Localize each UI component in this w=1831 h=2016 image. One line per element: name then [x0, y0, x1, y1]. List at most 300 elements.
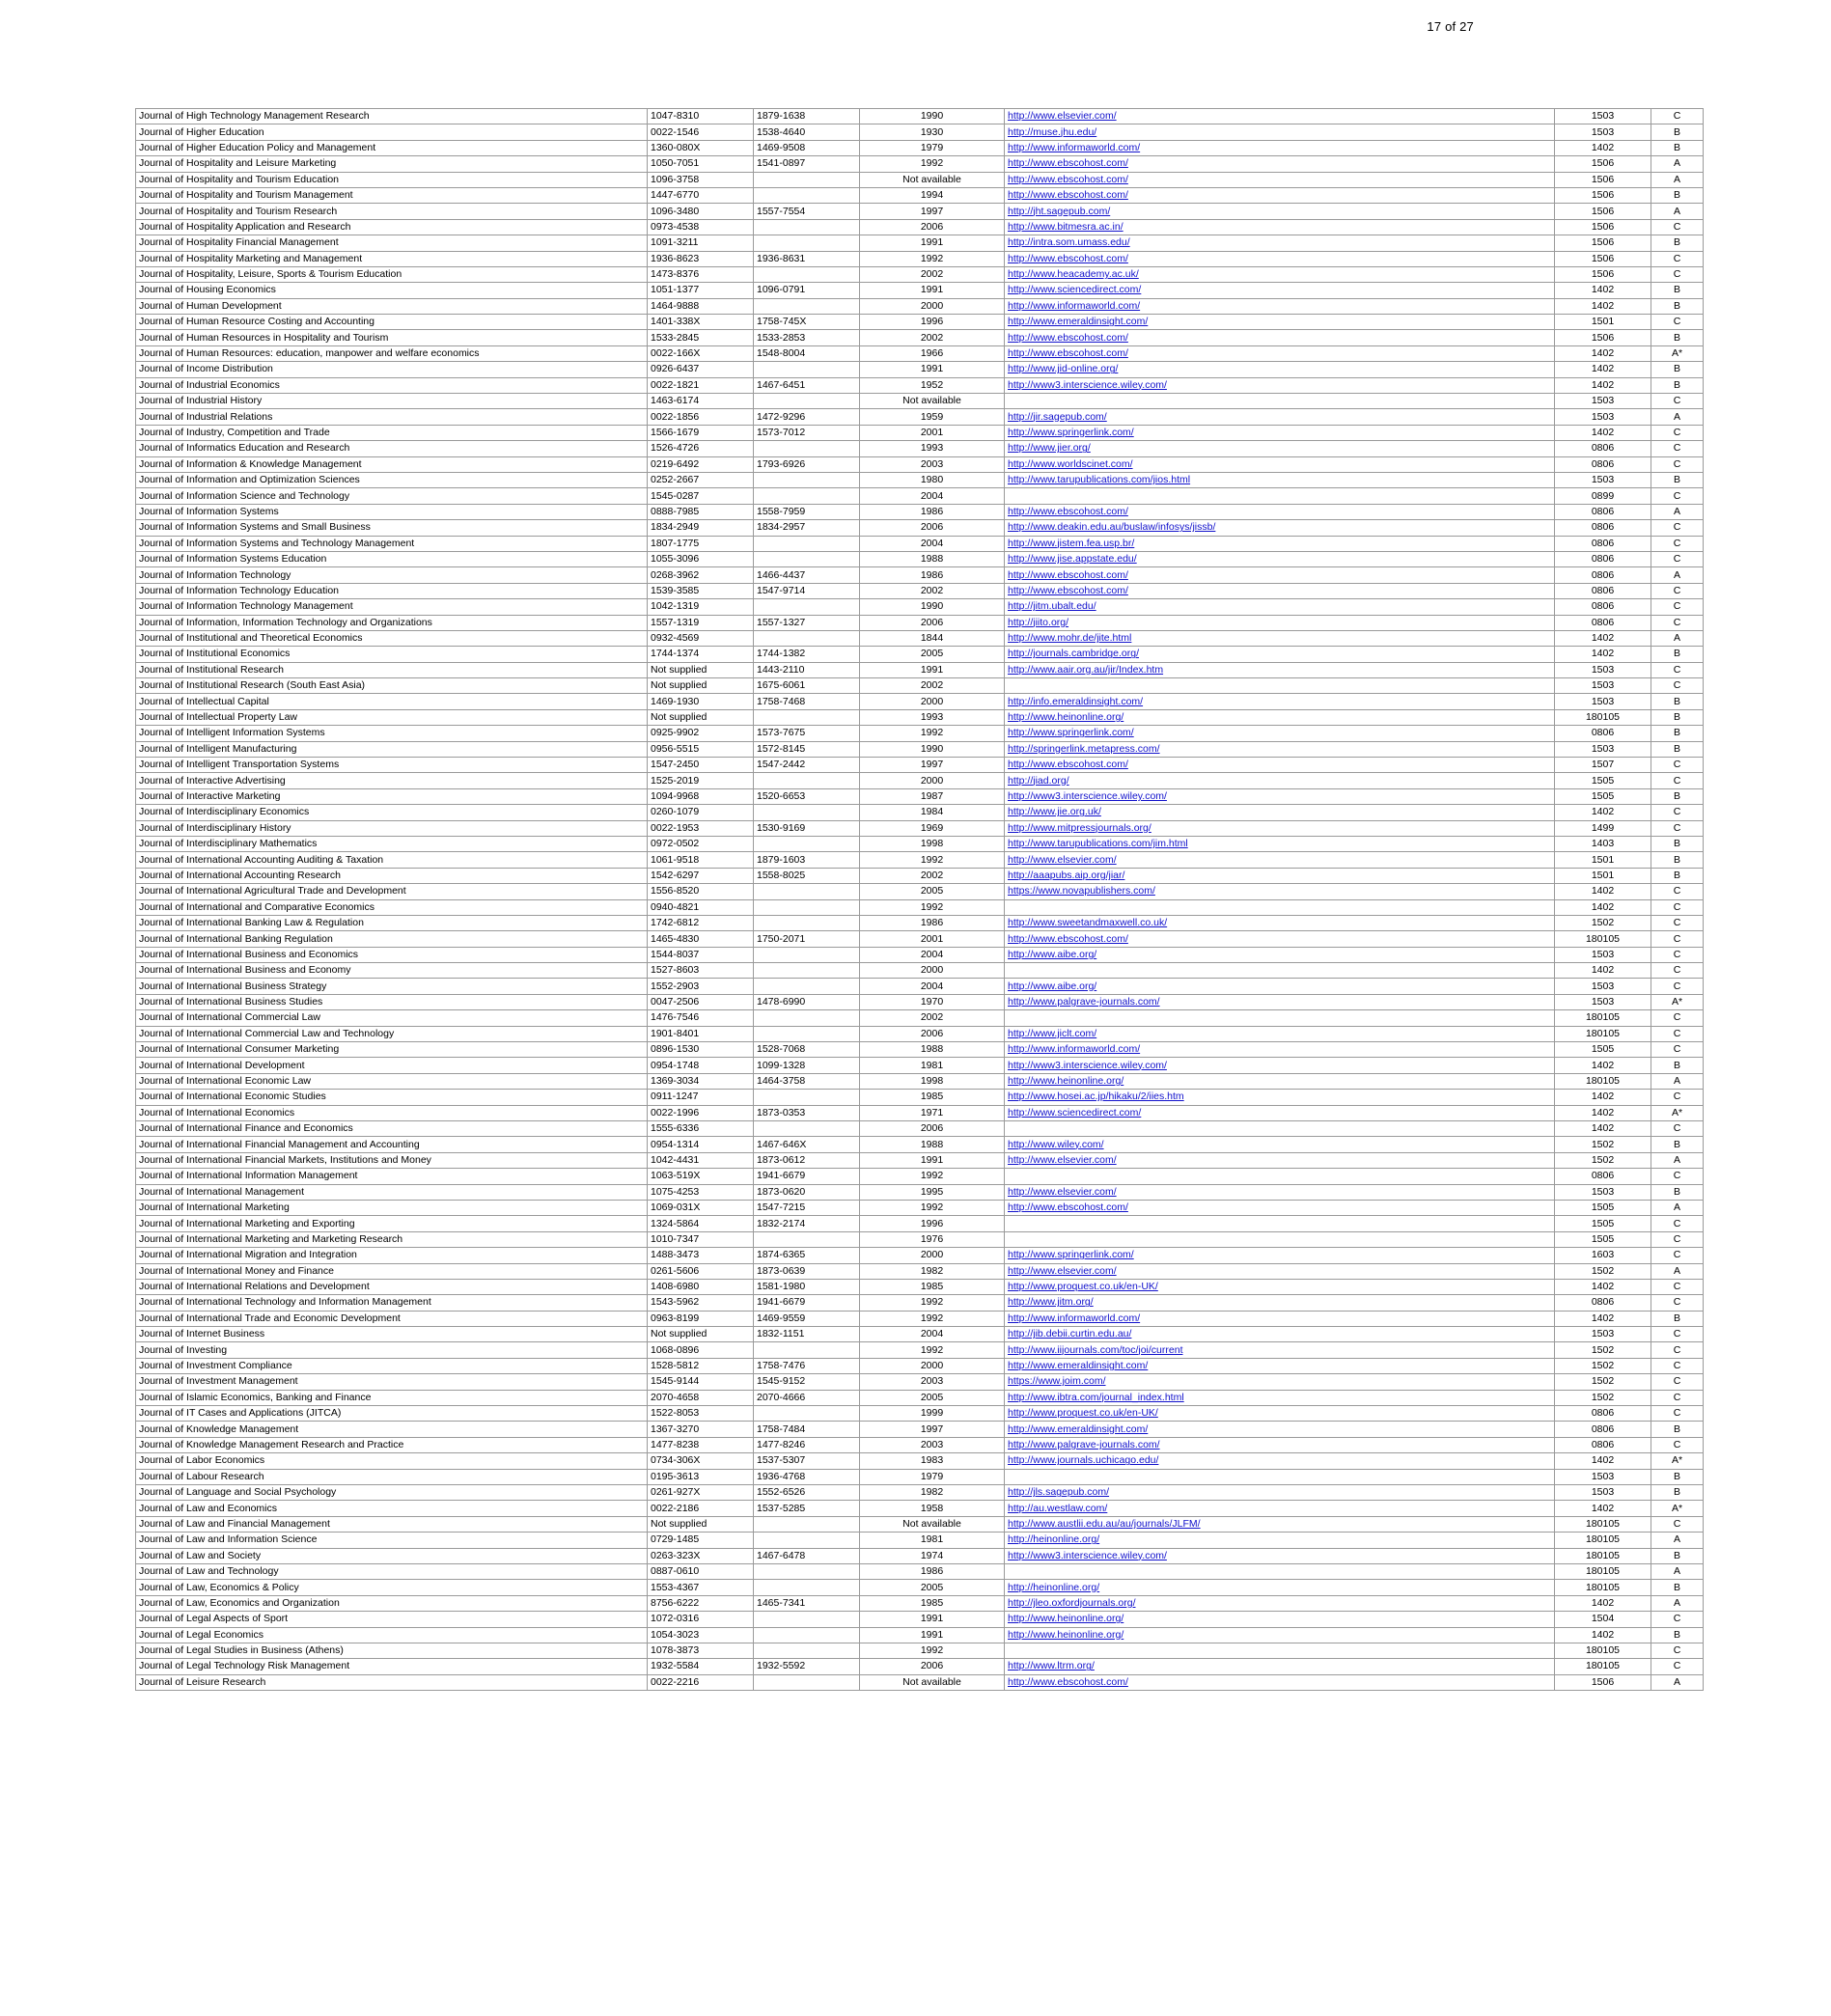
journal-url-cell[interactable]	[1005, 1580, 1555, 1595]
journal-url-link[interactable]: http://www.jitm.org/	[1008, 1296, 1094, 1309]
start-year-cell: 1988	[860, 1042, 1005, 1058]
journal-url-link[interactable]: http://www.jie.org.uk/	[1008, 806, 1101, 818]
journal-url-link[interactable]: http://www.palgrave-journals.com/	[1008, 1439, 1160, 1450]
journal-title-cell: Journal of International Technology and Information Management	[136, 1295, 648, 1311]
journal-title-cell: Journal of International Business and Economics	[136, 947, 648, 962]
eissn-cell: 1541-0897	[754, 156, 860, 172]
journal-url-link[interactable]: http://info.emeraldinsight.com/	[1008, 695, 1144, 707]
journal-url-cell[interactable]	[1005, 1263, 1555, 1279]
journal-url-cell[interactable]	[1005, 947, 1555, 962]
issn-cell: 1447-6770	[648, 187, 754, 203]
journal-url-link[interactable]: http://www.ebscohost.com/	[1008, 252, 1128, 264]
issn-cell: 1488-3473	[648, 1248, 754, 1263]
journal-url-link[interactable]: http://www.springerlink.com/	[1008, 727, 1134, 739]
rank-cell: C	[1651, 1216, 1704, 1231]
journal-url-cell[interactable]	[1005, 1595, 1555, 1611]
journal-url-cell[interactable]	[1005, 235, 1555, 251]
journal-url-link[interactable]: http://www3.interscience.wiley.com/	[1008, 378, 1167, 391]
journal-url-cell[interactable]	[1005, 140, 1555, 155]
journal-title-cell: Journal of Leisure Research	[136, 1674, 648, 1690]
journal-url-cell[interactable]	[1005, 315, 1555, 330]
rank-cell: A	[1651, 1263, 1704, 1279]
journal-url-cell[interactable]	[1005, 1374, 1555, 1390]
eissn-cell: 1469-9559	[754, 1311, 860, 1326]
journal-url-link[interactable]: http://www.elsevier.com/	[1008, 1153, 1117, 1166]
table-row	[136, 963, 1704, 979]
journal-url-cell[interactable]	[1005, 1422, 1555, 1437]
journal-title-cell: Journal of International Development	[136, 1058, 648, 1073]
journal-url-cell[interactable]	[1005, 345, 1555, 361]
for-code-cell: 1402	[1555, 805, 1651, 820]
issn-cell: 0022-1856	[648, 409, 754, 425]
journal-url-link[interactable]: http://www.informaworld.com/	[1008, 141, 1141, 153]
journal-url-link[interactable]: http://www.proquest.co.uk/en-UK/	[1008, 1281, 1158, 1293]
journal-url-link[interactable]: http://www.jistem.fea.usp.br/	[1008, 537, 1135, 549]
issn-cell: 0195-3613	[648, 1469, 754, 1484]
journal-url-cell[interactable]	[1005, 1659, 1555, 1674]
eissn-cell	[754, 709, 860, 725]
journal-url-link[interactable]: http://muse.jhu.edu/	[1008, 125, 1097, 138]
rank-cell: C	[1651, 1406, 1704, 1422]
for-code-cell: 1507	[1555, 758, 1651, 773]
journal-url-link[interactable]: http://intra.som.umass.edu/	[1008, 236, 1130, 249]
eissn-cell	[754, 947, 860, 962]
journal-url-cell[interactable]	[1005, 915, 1555, 930]
journal-title-cell: Journal of International Marketing and Marketing Research	[136, 1231, 648, 1247]
table-row	[136, 1580, 1704, 1595]
journal-url-link[interactable]: http://www.informaworld.com/	[1008, 1312, 1141, 1324]
journal-url-link[interactable]: http://www.jier.org/	[1008, 442, 1091, 455]
journal-url-link[interactable]: http://www.ebscohost.com/	[1008, 1201, 1128, 1214]
journal-url-cell[interactable]	[1005, 330, 1555, 345]
journal-url-cell[interactable]	[1005, 709, 1555, 725]
table-row	[136, 1279, 1704, 1294]
journal-url-link[interactable]: http://www.sciencedirect.com/	[1008, 284, 1142, 296]
table-row	[136, 377, 1704, 393]
journal-url-link[interactable]: http://www.jid-online.org/	[1008, 363, 1119, 375]
eissn-cell: 1547-9714	[754, 583, 860, 598]
issn-cell: 1555-6336	[648, 1121, 754, 1137]
journal-url-cell[interactable]	[1005, 931, 1555, 947]
journal-url-link[interactable]: http://www.austlii.edu.au/au/journals/JLFM/	[1008, 1517, 1201, 1530]
start-year-cell: 1986	[860, 567, 1005, 583]
for-code-cell: 0806	[1555, 536, 1651, 551]
journal-url-cell[interactable]	[1005, 298, 1555, 314]
journal-url-link[interactable]: http://jht.sagepub.com/	[1008, 205, 1111, 217]
table-row	[136, 1358, 1704, 1373]
journal-url-link[interactable]: http://www.heinonline.org/	[1008, 1628, 1124, 1641]
issn-cell: 1547-2450	[648, 758, 754, 773]
journal-url-link[interactable]: http://jleo.oxfordjournals.org/	[1008, 1596, 1136, 1609]
eissn-cell: 1533-2853	[754, 330, 860, 345]
journal-url-cell[interactable]	[1005, 219, 1555, 235]
journal-url-cell[interactable]	[1005, 1406, 1555, 1422]
for-code-cell: 1506	[1555, 156, 1651, 172]
start-year-cell: 1986	[860, 1563, 1005, 1579]
journal-title-cell: Journal of International Accounting Research	[136, 868, 648, 883]
journal-url-link[interactable]: http://www.palgrave-journals.com/	[1008, 996, 1160, 1008]
for-code-cell: 1402	[1555, 298, 1651, 314]
eissn-cell: 1547-7215	[754, 1200, 860, 1215]
journal-title-cell: Journal of International Economics	[136, 1105, 648, 1120]
eissn-cell	[754, 187, 860, 203]
journal-url-link[interactable]: http://www.elsevier.com/	[1008, 1185, 1117, 1198]
journal-url-cell[interactable]	[1005, 1200, 1555, 1215]
issn-cell: 1901-8401	[648, 1026, 754, 1041]
rank-cell: C	[1651, 441, 1704, 456]
journal-url-cell[interactable]	[1005, 868, 1555, 883]
journal-url-cell[interactable]	[1005, 1437, 1555, 1452]
journal-url-link[interactable]: http://www.proquest.co.uk/en-UK/	[1008, 1407, 1158, 1420]
rank-cell: B	[1651, 298, 1704, 314]
journal-url-cell[interactable]	[1005, 1516, 1555, 1532]
journal-title-cell: Journal of Higher Education Policy and Management	[136, 140, 648, 155]
issn-cell: 1051-1377	[648, 283, 754, 298]
journal-url-link[interactable]: http://www.heacademy.ac.uk/	[1008, 268, 1139, 281]
journal-url-link[interactable]: http://www.ebscohost.com/	[1008, 759, 1128, 771]
for-code-cell: 1402	[1555, 1627, 1651, 1643]
journal-url-link[interactable]: http://jls.sagepub.com/	[1008, 1486, 1110, 1499]
for-code-cell: 180105	[1555, 1010, 1651, 1026]
journal-url-link[interactable]: http://jitm.ubalt.edu/	[1008, 600, 1096, 613]
journal-url-cell[interactable]	[1005, 994, 1555, 1009]
journal-url-cell[interactable]	[1005, 472, 1555, 487]
journal-url-cell[interactable]	[1005, 615, 1555, 630]
start-year-cell: 2005	[860, 1580, 1005, 1595]
journal-url-cell[interactable]	[1005, 456, 1555, 472]
table-row	[136, 884, 1704, 899]
journal-url-link[interactable]: http://www.journals.uchicago.edu/	[1008, 1454, 1159, 1467]
journal-url-cell[interactable]	[1005, 1612, 1555, 1627]
journal-url-cell[interactable]	[1005, 1026, 1555, 1041]
table-row	[136, 979, 1704, 994]
eissn-cell: 1573-7012	[754, 425, 860, 440]
journal-url-link[interactable]: http://www.mohr.de/jite.html	[1008, 632, 1132, 645]
journal-url-cell	[1005, 963, 1555, 979]
journal-url-link[interactable]: http://www.emeraldinsight.com/	[1008, 1360, 1149, 1372]
journal-url-link[interactable]: http://www.iijournals.com/toc/joi/current	[1008, 1343, 1183, 1356]
journal-title-cell: Journal of Interactive Marketing	[136, 788, 648, 804]
journal-url-link[interactable]: http://www.jiclt.com/	[1008, 1027, 1097, 1039]
rank-cell: A	[1651, 204, 1704, 219]
journal-url-cell[interactable]	[1005, 109, 1555, 124]
for-code-cell: 1503	[1555, 1484, 1651, 1500]
journal-url-link[interactable]: http://www.deakin.edu.au/buslaw/infosys/jissb/	[1008, 521, 1216, 534]
journal-url-cell[interactable]	[1005, 266, 1555, 282]
for-code-cell: 1506	[1555, 251, 1651, 266]
rank-cell: C	[1651, 931, 1704, 947]
issn-cell: 0973-4538	[648, 219, 754, 235]
journal-url-cell[interactable]	[1005, 1090, 1555, 1105]
issn-cell: 1072-0316	[648, 1612, 754, 1627]
journal-url-link[interactable]: http://www.heinonline.org/	[1008, 711, 1124, 724]
journal-url-cell[interactable]	[1005, 187, 1555, 203]
journal-url-link[interactable]: http://www.sweetandmaxwell.co.uk/	[1008, 917, 1168, 929]
journal-url-cell[interactable]	[1005, 1484, 1555, 1500]
journal-url-cell[interactable]	[1005, 1533, 1555, 1548]
journal-url-cell[interactable]	[1005, 156, 1555, 172]
journal-url-link[interactable]: http://www.ebscohost.com/	[1008, 568, 1128, 581]
journal-url-link[interactable]: http://www.tarupublications.com/jim.html	[1008, 838, 1188, 850]
journal-url-link[interactable]: http://www.elsevier.com/	[1008, 1264, 1117, 1277]
rank-cell: B	[1651, 741, 1704, 757]
rank-cell: C	[1651, 583, 1704, 598]
journal-url-link[interactable]: http://www.aibe.org/	[1008, 948, 1097, 960]
eissn-cell	[754, 599, 860, 615]
journal-url-cell[interactable]	[1005, 773, 1555, 788]
journal-title-cell: Journal of Income Distribution	[136, 362, 648, 377]
eissn-cell	[754, 235, 860, 251]
journal-url-link[interactable]: http://www.ebscohost.com/	[1008, 932, 1128, 945]
journal-url-cell[interactable]	[1005, 1453, 1555, 1469]
journal-url-link[interactable]: http://aaapubs.aip.org/jiar/	[1008, 869, 1125, 881]
start-year-cell: 1985	[860, 1279, 1005, 1294]
journal-url-link[interactable]: http://www.bitmesra.ac.in/	[1008, 220, 1124, 233]
for-code-cell: 0806	[1555, 583, 1651, 598]
journal-url-cell[interactable]	[1005, 172, 1555, 187]
rank-cell: C	[1651, 979, 1704, 994]
journal-title-cell: Journal of Hospitality and Tourism Research	[136, 204, 648, 219]
journal-url-cell[interactable]	[1005, 1627, 1555, 1643]
issn-cell: 1063-519X	[648, 1169, 754, 1184]
start-year-cell: 1991	[860, 362, 1005, 377]
table-row	[136, 362, 1704, 377]
journal-url-link[interactable]: http://heinonline.org/	[1008, 1533, 1100, 1546]
eissn-cell: 1941-6679	[754, 1295, 860, 1311]
table-row	[136, 140, 1704, 155]
journal-url-link[interactable]: http://jiito.org/	[1008, 616, 1069, 628]
journal-url-cell[interactable]	[1005, 979, 1555, 994]
journal-url-link[interactable]: http://www.ebscohost.com/	[1008, 173, 1128, 185]
issn-cell: 0932-4569	[648, 630, 754, 646]
start-year-cell: 2000	[860, 773, 1005, 788]
journal-url-link[interactable]: http://www.emeraldinsight.com/	[1008, 316, 1149, 328]
rank-cell: C	[1651, 758, 1704, 773]
issn-cell: 1010-7347	[648, 1231, 754, 1247]
journal-url-cell[interactable]	[1005, 441, 1555, 456]
journal-url-cell[interactable]	[1005, 758, 1555, 773]
eissn-cell: 1758-7484	[754, 1422, 860, 1437]
rank-cell: C	[1651, 662, 1704, 677]
for-code-cell: 1402	[1555, 884, 1651, 899]
journal-url-cell[interactable]	[1005, 1311, 1555, 1326]
for-code-cell: 1506	[1555, 1674, 1651, 1690]
journal-url-link[interactable]: https://www.novapublishers.com/	[1008, 885, 1155, 898]
rank-cell: C	[1651, 599, 1704, 615]
eissn-cell: 1530-9169	[754, 820, 860, 836]
for-code-cell: 0806	[1555, 551, 1651, 566]
rank-cell: C	[1651, 1295, 1704, 1311]
journal-url-link[interactable]: http://www.mitpressjournals.org/	[1008, 821, 1151, 834]
journal-url-cell[interactable]	[1005, 630, 1555, 646]
rank-cell: A*	[1651, 1453, 1704, 1469]
journal-title-cell: Journal of Housing Economics	[136, 283, 648, 298]
journal-url-link[interactable]: http://jib.debii.curtin.edu.au/	[1008, 1328, 1132, 1340]
journal-url-link[interactable]: http://www3.interscience.wiley.com/	[1008, 1059, 1167, 1071]
journal-url-cell[interactable]	[1005, 1327, 1555, 1342]
journal-url-cell[interactable]	[1005, 1184, 1555, 1200]
journal-url-link[interactable]: http://www.emeraldinsight.com/	[1008, 1422, 1149, 1435]
journal-url-cell[interactable]	[1005, 1295, 1555, 1311]
eissn-cell: 1443-2110	[754, 662, 860, 677]
journal-url-cell[interactable]	[1005, 1390, 1555, 1405]
start-year-cell: 1997	[860, 204, 1005, 219]
journal-title-cell: Journal of Investment Compliance	[136, 1358, 648, 1373]
table-row	[136, 647, 1704, 662]
journal-url-cell[interactable]	[1005, 852, 1555, 868]
eissn-cell: 1557-1327	[754, 615, 860, 630]
for-code-cell: 0806	[1555, 1422, 1651, 1437]
journal-url-cell[interactable]	[1005, 1279, 1555, 1294]
journal-url-cell	[1005, 1121, 1555, 1137]
journal-url-link[interactable]: http://www.aibe.org/	[1008, 980, 1097, 992]
rank-cell: B	[1651, 1137, 1704, 1152]
journal-url-cell[interactable]	[1005, 1674, 1555, 1690]
rank-cell: A*	[1651, 345, 1704, 361]
journal-url-cell[interactable]	[1005, 647, 1555, 662]
journal-url-link[interactable]: http://springerlink.metapress.com/	[1008, 742, 1160, 755]
start-year-cell: 1991	[860, 1612, 1005, 1627]
journal-url-cell[interactable]	[1005, 1501, 1555, 1516]
journal-url-cell[interactable]	[1005, 1137, 1555, 1152]
journal-url-link[interactable]: http://journals.cambridge.org/	[1008, 648, 1139, 660]
issn-cell: 1834-2949	[648, 520, 754, 536]
journal-url-cell[interactable]	[1005, 536, 1555, 551]
rank-cell: A	[1651, 1674, 1704, 1690]
journal-url-link[interactable]: http://www.wiley.com/	[1008, 1138, 1104, 1150]
issn-cell: 1464-9888	[648, 298, 754, 314]
journal-url-link[interactable]: http://www.springerlink.com/	[1008, 1249, 1134, 1261]
eissn-cell	[754, 963, 860, 979]
journal-url-cell[interactable]	[1005, 726, 1555, 741]
eissn-cell	[754, 1516, 860, 1532]
journal-url-link[interactable]: http://www.heinonline.org/	[1008, 1075, 1124, 1088]
journal-title-cell: Journal of Information, Information Technology and Organizations	[136, 615, 648, 630]
journal-url-link[interactable]: http://www.sciencedirect.com/	[1008, 1106, 1142, 1118]
journal-url-cell[interactable]	[1005, 1342, 1555, 1358]
journal-url-link[interactable]: http://www.ibtra.com/journal_index.html	[1008, 1391, 1184, 1403]
journal-url-cell[interactable]	[1005, 251, 1555, 266]
journal-url-link[interactable]: http://www3.interscience.wiley.com/	[1008, 1549, 1167, 1561]
journal-url-cell[interactable]	[1005, 567, 1555, 583]
start-year-cell: 1992	[860, 899, 1005, 915]
journal-url-link[interactable]: http://www.worldscinet.com/	[1008, 457, 1133, 470]
journal-url-cell[interactable]	[1005, 599, 1555, 615]
journal-url-cell[interactable]	[1005, 283, 1555, 298]
journal-url-cell[interactable]	[1005, 1042, 1555, 1058]
journal-url-link[interactable]: http://www.ebscohost.com/	[1008, 584, 1128, 596]
eissn-cell	[754, 219, 860, 235]
journal-url-link[interactable]: http://jiad.org/	[1008, 774, 1069, 787]
journal-url-cell[interactable]	[1005, 836, 1555, 851]
journal-url-cell[interactable]	[1005, 1058, 1555, 1073]
journal-url-link[interactable]: http://www.elsevier.com/	[1008, 853, 1117, 866]
journal-url-cell[interactable]	[1005, 694, 1555, 709]
journal-url-cell[interactable]	[1005, 377, 1555, 393]
issn-cell: 0252-2667	[648, 472, 754, 487]
start-year-cell: 2004	[860, 947, 1005, 962]
eissn-cell: 1879-1638	[754, 109, 860, 124]
journal-url-link[interactable]: http://www.ebscohost.com/	[1008, 505, 1128, 517]
journal-url-cell[interactable]	[1005, 1248, 1555, 1263]
table-row	[136, 1563, 1704, 1579]
journal-url-link[interactable]: http://www.ebscohost.com/	[1008, 331, 1128, 344]
journal-url-link[interactable]: http://www.elsevier.com/	[1008, 110, 1117, 123]
rank-cell: C	[1651, 1516, 1704, 1532]
for-code-cell: 1402	[1555, 647, 1651, 662]
start-year-cell: 1979	[860, 140, 1005, 155]
journal-url-link[interactable]: http://www.ebscohost.com/	[1008, 347, 1128, 360]
journal-url-cell[interactable]	[1005, 741, 1555, 757]
journal-url-link[interactable]: http://www3.interscience.wiley.com/	[1008, 789, 1167, 802]
journal-url-cell[interactable]	[1005, 124, 1555, 140]
table-row	[136, 394, 1704, 409]
journal-url-cell[interactable]	[1005, 551, 1555, 566]
journal-url-cell[interactable]	[1005, 1152, 1555, 1168]
journal-url-link[interactable]: http://www.hosei.ac.jp/hikaku/2/iies.htm	[1008, 1091, 1184, 1103]
start-year-cell: 2001	[860, 931, 1005, 947]
journal-url-cell[interactable]	[1005, 504, 1555, 519]
journal-url-link[interactable]: http://www.informaworld.com/	[1008, 299, 1141, 312]
journal-url-cell[interactable]	[1005, 583, 1555, 598]
for-code-cell: 1503	[1555, 994, 1651, 1009]
journal-url-link[interactable]: http://www.ebscohost.com/	[1008, 1675, 1128, 1688]
table-row	[136, 1327, 1704, 1342]
journal-url-cell[interactable]	[1005, 805, 1555, 820]
journal-url-cell[interactable]	[1005, 1105, 1555, 1120]
journal-url-cell[interactable]	[1005, 820, 1555, 836]
journal-url-link[interactable]: http://www.ebscohost.com/	[1008, 157, 1128, 170]
journal-url-link[interactable]: https://www.joim.com/	[1008, 1375, 1106, 1388]
journal-url-link[interactable]: http://jir.sagepub.com/	[1008, 410, 1107, 423]
journal-url-link[interactable]: http://www.ltrm.org/	[1008, 1660, 1095, 1672]
journal-url-cell[interactable]	[1005, 409, 1555, 425]
journal-url-cell[interactable]	[1005, 1073, 1555, 1089]
eissn-cell	[754, 884, 860, 899]
journal-url-cell[interactable]	[1005, 884, 1555, 899]
journal-url-link[interactable]: http://www.jise.appstate.edu/	[1008, 553, 1137, 566]
journal-url-cell[interactable]	[1005, 1548, 1555, 1563]
journal-url-link[interactable]: http://heinonline.org/	[1008, 1581, 1100, 1593]
table-row	[136, 1231, 1704, 1247]
journal-url-cell[interactable]	[1005, 362, 1555, 377]
journal-url-link[interactable]: http://www.heinonline.org/	[1008, 1613, 1124, 1625]
table-row	[136, 456, 1704, 472]
for-code-cell: 1504	[1555, 1612, 1651, 1627]
journal-url-cell[interactable]	[1005, 662, 1555, 677]
start-year-cell: 1991	[860, 235, 1005, 251]
issn-cell: 0047-2506	[648, 994, 754, 1009]
journal-url-link[interactable]: http://www.springerlink.com/	[1008, 427, 1134, 438]
start-year-cell: 1991	[860, 283, 1005, 298]
start-year-cell: 2006	[860, 520, 1005, 536]
journal-url-cell[interactable]	[1005, 520, 1555, 536]
journal-url-link[interactable]: http://www.tarupublications.com/jios.html	[1008, 474, 1191, 486]
journal-url-cell[interactable]	[1005, 788, 1555, 804]
journal-url-link[interactable]: http://www.ebscohost.com/	[1008, 189, 1128, 202]
journal-url-cell[interactable]	[1005, 425, 1555, 440]
journal-url-cell[interactable]	[1005, 204, 1555, 219]
for-code-cell: 1503	[1555, 662, 1651, 677]
journal-url-link[interactable]: http://www.aair.org.au/jir/Index.htm	[1008, 663, 1164, 676]
journal-url-cell[interactable]	[1005, 1358, 1555, 1373]
journal-title-cell: Journal of International Business Strategy	[136, 979, 648, 994]
journal-url-link[interactable]: http://www.informaworld.com/	[1008, 1043, 1141, 1056]
journal-title-cell: Journal of Industrial History	[136, 394, 648, 409]
issn-cell: 1469-1930	[648, 694, 754, 709]
start-year-cell: 2002	[860, 330, 1005, 345]
journal-url-link[interactable]: http://au.westlaw.com/	[1008, 1502, 1108, 1514]
